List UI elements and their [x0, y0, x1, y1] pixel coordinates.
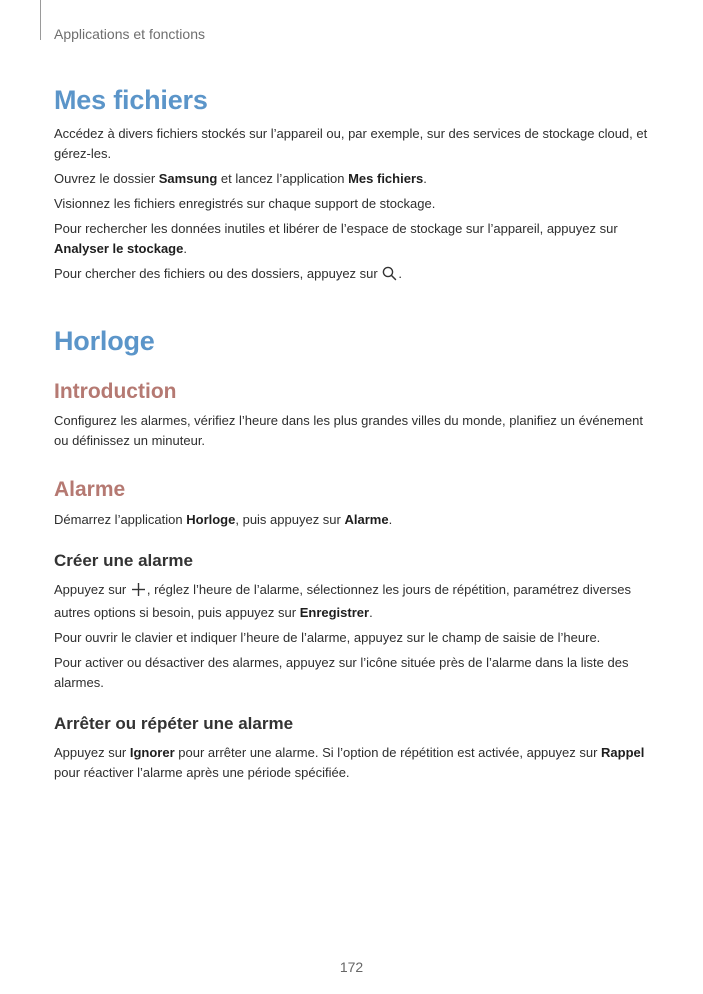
analyser-stockage-label: Analyser le stockage: [54, 241, 184, 256]
arreter-alarme-paragraph: Appuyez sur Ignorer pour arrêter une alarme. Si l’option de répétition est activée, appuyez sur Rappel pour réactiver l’alarme après une période spécifiée.: [54, 745, 645, 780]
enregistrer-label: Enregistrer: [299, 605, 370, 620]
creer-alarme-paragraph-1: Appuyez sur , réglez l’heure de l’alarme, sélectionnez les jours de répétition, paramétrez diverses autres options si besoin, puis appuyez sur Enregistrer.: [54, 582, 632, 620]
search-icon: [382, 266, 397, 287]
introduction-heading: Introduction: [54, 380, 177, 403]
page-content: [54, 82, 654, 783]
alarme-paragraph: Démarrez l’application Horloge, puis appuyez sur Alarme.: [54, 512, 393, 527]
creer-alarme-heading: Créer une alarme: [54, 551, 193, 570]
mes-fichiers-title: Mes fichiers: [54, 85, 208, 115]
mes-fichiers-paragraph-3: Visionnez les fichiers enregistrés sur chaque support de stockage.: [54, 196, 436, 211]
page-number: 172: [339, 959, 364, 975]
mes-fichiers-app-name: Mes fichiers: [348, 171, 424, 186]
mes-fichiers-paragraph-5: Pour chercher des fichiers ou des dossiers, appuyez sur .: [54, 264, 654, 287]
horloge-title: Horloge: [54, 326, 155, 356]
mes-fichiers-paragraph-4: Pour rechercher les données inutiles et libérer de l’espace de stockage sur l’appareil, appuyez sur Analyser le stockage.: [54, 221, 618, 256]
alarme-heading: Alarme: [54, 478, 126, 501]
alarme-tab-name: Alarme: [344, 512, 389, 527]
samsung-folder-name: Samsung: [158, 171, 218, 186]
creer-alarme-paragraph-3: Pour activer ou désactiver des alarmes, appuyez sur l’icône située près de l’alarme dans la liste des alarmes.: [54, 655, 629, 690]
header-divider: [40, 0, 41, 40]
creer-alarme-paragraph-2: Pour ouvrir le clavier et indiquer l’heure de l’alarme, appuyez sur le champ de saisie de l’heure.: [54, 630, 601, 645]
section-header: Applications et fonctions: [54, 26, 205, 42]
rappel-label: Rappel: [601, 745, 645, 760]
arreter-alarme-heading: Arrêter ou répéter une alarme: [54, 714, 294, 733]
ignorer-label: Ignorer: [129, 745, 175, 760]
mes-fichiers-paragraph-1: Accédez à divers fichiers stockés sur l’appareil ou, par exemple, sur des services de stockage cloud, et gérez-les.: [54, 126, 648, 161]
horloge-app-name: Horloge: [186, 512, 236, 527]
mes-fichiers-paragraph-2: Ouvrez le dossier Samsung et lancez l’application Mes fichiers.: [54, 171, 427, 186]
plus-icon: [131, 582, 146, 603]
introduction-paragraph: Configurez les alarmes, vérifiez l’heure dans les plus grandes villes du monde, planifiez un événement ou définissez un minuteur.: [54, 413, 643, 448]
